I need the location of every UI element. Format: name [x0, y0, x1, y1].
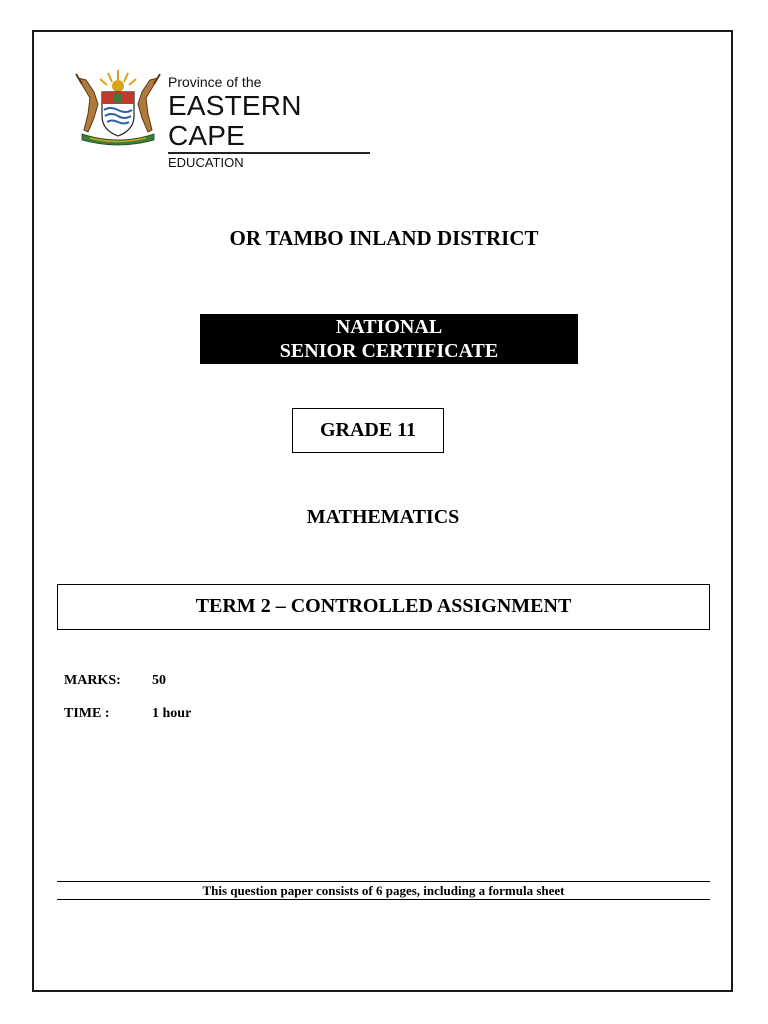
certificate-line-1: NATIONAL: [335, 316, 443, 338]
time-value: 1 hour: [152, 706, 192, 721]
footer-rule-bottom: [57, 899, 710, 900]
time-row: [64, 706, 191, 722]
logo-province-text: Province of the: [168, 74, 262, 90]
marks-row: [64, 673, 166, 689]
assessment-title: TERM 2 – CONTROLLED ASSIGNMENT: [57, 584, 710, 630]
logo-divider: [168, 152, 370, 154]
coat-of-arms-icon: [70, 68, 166, 148]
time-label: TIME :: [64, 706, 110, 721]
marks-label: MARKS:: [64, 673, 121, 688]
district-heading: OR TAMBO INLAND DISTRICT: [229, 226, 539, 250]
certificate-line-2: SENIOR CERTIFICATE: [279, 340, 499, 362]
grade-label: GRADE 11: [292, 408, 444, 453]
department-logo: [70, 68, 380, 170]
logo-province-name: EASTERN CAPE: [168, 90, 302, 151]
logo-department-text: EDUCATION: [168, 155, 244, 170]
marks-value: 50: [152, 673, 166, 688]
subject-heading: MATHEMATICS: [306, 506, 460, 528]
department-wordmark: [168, 74, 380, 171]
certificate-banner: [200, 314, 578, 364]
page-count-note: This question paper consists of 6 pages, including a formula sheet: [202, 883, 565, 898]
